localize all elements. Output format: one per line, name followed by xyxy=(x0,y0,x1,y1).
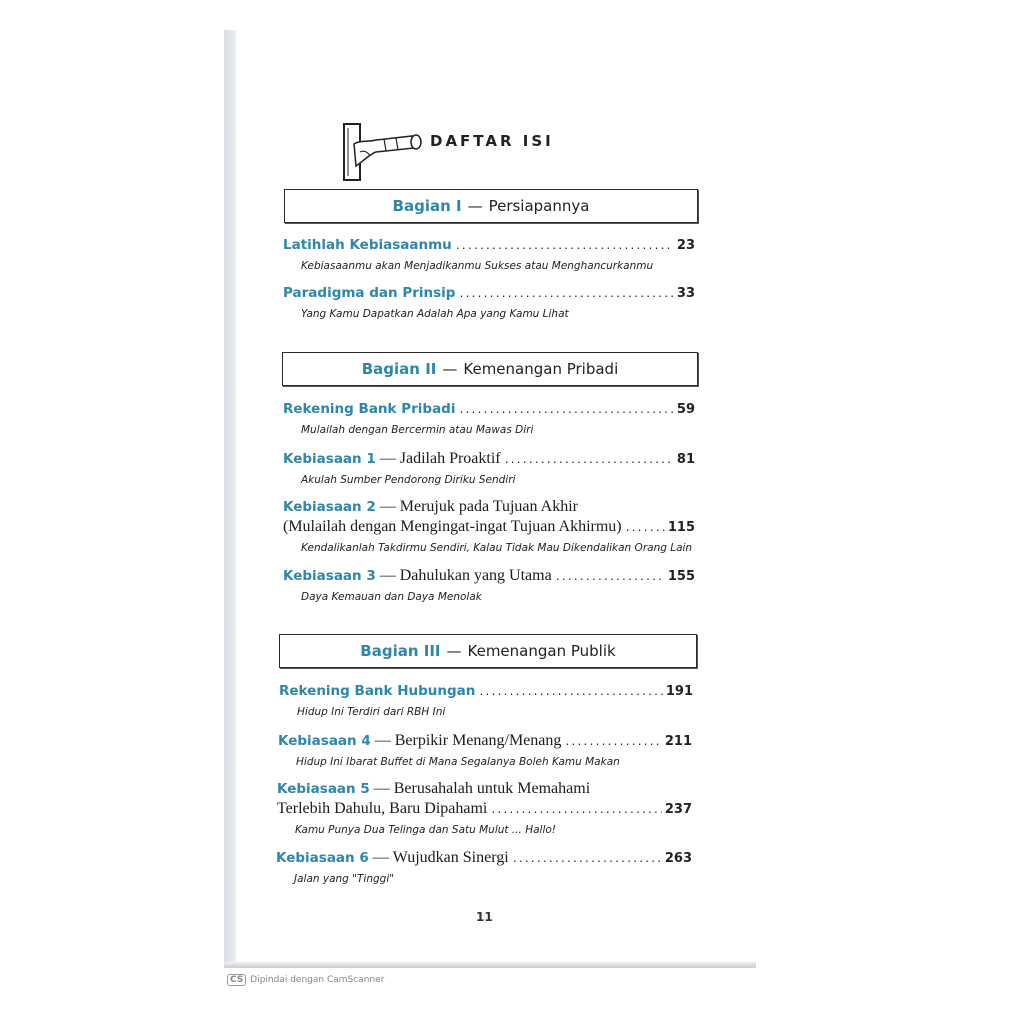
entry-dash: — xyxy=(372,849,389,866)
telescope-door-icon xyxy=(340,122,430,182)
entry-title: Berpikir Menang/Menang xyxy=(394,732,562,749)
dot-leader xyxy=(564,734,661,752)
toc-entry xyxy=(283,284,695,320)
section-part: Bagian I xyxy=(392,197,462,215)
entry-heading: Latihlah Kebiasaanmu xyxy=(283,237,452,253)
section-name: Kemenangan Pribadi xyxy=(463,360,619,378)
entry-heading: Kebiasaan 3 xyxy=(283,568,376,584)
entry-dash: — xyxy=(379,498,396,515)
section-part: Bagian II xyxy=(361,360,437,378)
entry-dash: — xyxy=(379,567,396,584)
entry-subtitle: Yang Kamu Dapatkan Adalah Apa yang Kamu Lihat xyxy=(301,308,569,320)
toc-header xyxy=(340,122,640,182)
entry-subtitle: Hidup Ini Ibarat Buffet di Mana Segalanya Boleh Kamu Makan xyxy=(296,756,620,768)
entry-title: Merujuk pada Tujuan Akhir xyxy=(399,498,578,515)
section-name: Kemenangan Publik xyxy=(467,642,616,660)
dot-leader xyxy=(478,684,662,702)
dot-leader xyxy=(455,238,674,256)
entry-subtitle: Jalan yang "Tinggi" xyxy=(294,873,395,885)
entry-page: 33 xyxy=(676,286,695,301)
section-box-3 xyxy=(279,634,697,668)
entry-subtitle: Kendalikanlah Takdirmu Sendiri, Kalau Tidak Mau Dikendalikan Orang Lain xyxy=(301,542,693,554)
entry-subtitle: Kebiasaanmu akan Menjadikanmu Sukses atau Menghancurkanmu xyxy=(301,260,654,272)
dot-leader xyxy=(512,851,662,869)
entry-subtitle: Akulah Sumber Pendorong Diriku Sendiri xyxy=(301,474,516,486)
entry-page: 81 xyxy=(676,452,695,467)
entry-page: 23 xyxy=(676,238,695,253)
section-name: Persiapannya xyxy=(488,197,590,215)
entry-dash: — xyxy=(373,780,390,797)
section-part: Bagian III xyxy=(360,642,441,660)
dot-leader xyxy=(504,452,674,470)
watermark-text: Dipindai dengan CamScanner xyxy=(250,975,385,985)
entry-heading: Kebiasaan 6 xyxy=(276,850,369,866)
entry-title: Jadilah Proaktif xyxy=(399,450,501,467)
entry-page: 263 xyxy=(664,851,692,866)
toc-entry xyxy=(283,400,695,436)
camscanner-watermark xyxy=(227,974,384,986)
section-dash: — xyxy=(442,360,458,378)
toc-entry xyxy=(276,849,692,885)
scan-edge xyxy=(224,962,756,968)
camscanner-logo: CS xyxy=(227,974,246,986)
entry-title: Wujudkan Sinergi xyxy=(392,849,509,866)
toc-entry xyxy=(283,567,695,603)
entry-heading: Rekening Bank Hubungan xyxy=(279,683,476,699)
toc-entry xyxy=(283,498,695,554)
entry-page: 237 xyxy=(664,802,692,817)
entry-subtitle: Daya Kemauan dan Daya Menolak xyxy=(301,591,482,603)
entry-dash: — xyxy=(374,732,391,749)
entry-subtitle: Hidup Ini Terdiri dari RBH Ini xyxy=(297,706,446,718)
entry-heading: Paradigma dan Prinsip xyxy=(283,285,456,301)
toc-entry xyxy=(278,732,692,768)
entry-heading: Kebiasaan 4 xyxy=(278,733,371,749)
entry-title-continued: (Mulailah dengan Mengingat-ingat Tujuan Akhirmu) xyxy=(283,518,622,535)
toc-entry xyxy=(279,682,693,718)
section-box-2 xyxy=(282,352,698,386)
dot-leader xyxy=(555,569,665,587)
section-dash: — xyxy=(467,197,483,215)
entry-heading: Kebiasaan 5 xyxy=(277,781,370,797)
entry-subtitle: Kamu Punya Dua Telinga dan Satu Mulut ... Hallo! xyxy=(295,824,556,836)
page-number: 11 xyxy=(476,910,493,924)
entry-heading: Rekening Bank Pribadi xyxy=(283,401,456,417)
entry-title: Dahulukan yang Utama xyxy=(399,567,552,584)
toc-entry xyxy=(277,780,692,836)
entry-page: 155 xyxy=(667,569,695,584)
toc-entry xyxy=(283,450,695,486)
entry-page: 191 xyxy=(665,684,693,699)
section-dash: — xyxy=(446,642,462,660)
dot-leader xyxy=(490,802,661,820)
entry-title-continued: Terlebih Dahulu, Baru Dipahami xyxy=(277,800,488,817)
toc-entry xyxy=(283,236,695,272)
entry-title: Berusahalah untuk Memahami xyxy=(393,780,591,797)
entry-heading: Kebiasaan 2 xyxy=(283,499,376,515)
entry-dash: — xyxy=(379,450,396,467)
entry-heading: Kebiasaan 1 xyxy=(283,451,376,467)
dot-leader xyxy=(458,286,673,304)
entry-page: 211 xyxy=(664,734,692,749)
dot-leader xyxy=(625,520,665,538)
section-box-1 xyxy=(284,189,698,223)
entry-page: 115 xyxy=(667,520,695,535)
toc-title: DAFTAR ISI xyxy=(430,132,554,150)
entry-subtitle: Mulailah dengan Bercermin atau Mawas Diri xyxy=(301,424,534,436)
dot-leader xyxy=(458,402,673,420)
entry-page: 59 xyxy=(676,402,695,417)
